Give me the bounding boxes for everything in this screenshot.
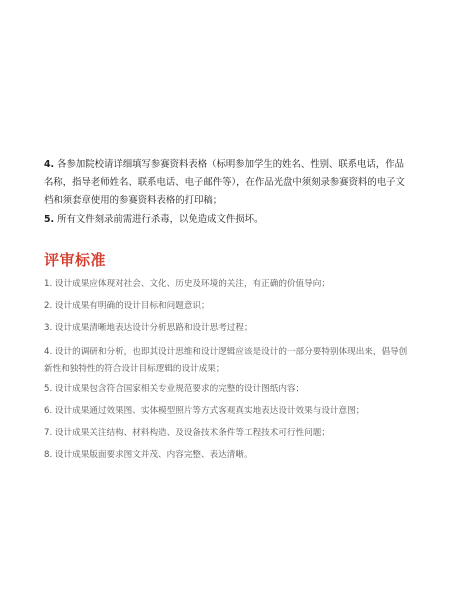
criteria-item: 4. 设计的调研和分析，也即其设计思维和设计逻辑应该是设计的一部分要特别体现出来，倡导创新性和独特性的符合设计目标逻辑的设计成果； [44,347,408,374]
criteria-item: 5. 设计成果包含符合国家相关专业规范要求的完整的设计图纸内容； [44,384,305,394]
criteria-item: 7. 设计成果关注结构、材料构造、及设备技术条件等工程技术可行性问题； [44,428,330,438]
requirement-text: 所有文件刻录前需进行杀毒，以免造成文件损坏。 [57,214,264,225]
criteria-item: 8. 设计成果版面要求图文并茂、内容完整、表达清晰。 [44,450,253,460]
requirement-number: 4. [44,159,55,170]
requirement-item-5 [44,211,412,229]
criteria-item: 1. 设计成果应体现对社会、文化、历史及环境的关注，有正确的价值导向； [44,279,330,289]
requirement-item-4 [44,156,412,210]
criteria-item: 6. 设计成果通过效果图、实体模型照片等方式客观真实地表达设计效果与设计意图； [44,406,365,416]
requirement-text: 各参加院校请详细填写参赛资料表格（标明参加学生的姓名、性别、联系电话，作品名称，指导老师姓名、联系电话、电子邮件等），在作品光盘中须刻录参赛资料的电子文档和须套章使用的参赛资料表格的打印稿； [44,159,405,206]
requirement-number: 5. [44,214,55,225]
section-title-criteria: 评审标准 [44,251,107,269]
criteria-item: 3. 设计成果清晰地表达设计分析思路和设计思考过程； [44,323,253,333]
criteria-item: 2. 设计成果有明确的设计目标和问题意识； [44,301,210,311]
criteria-list [44,278,414,471]
